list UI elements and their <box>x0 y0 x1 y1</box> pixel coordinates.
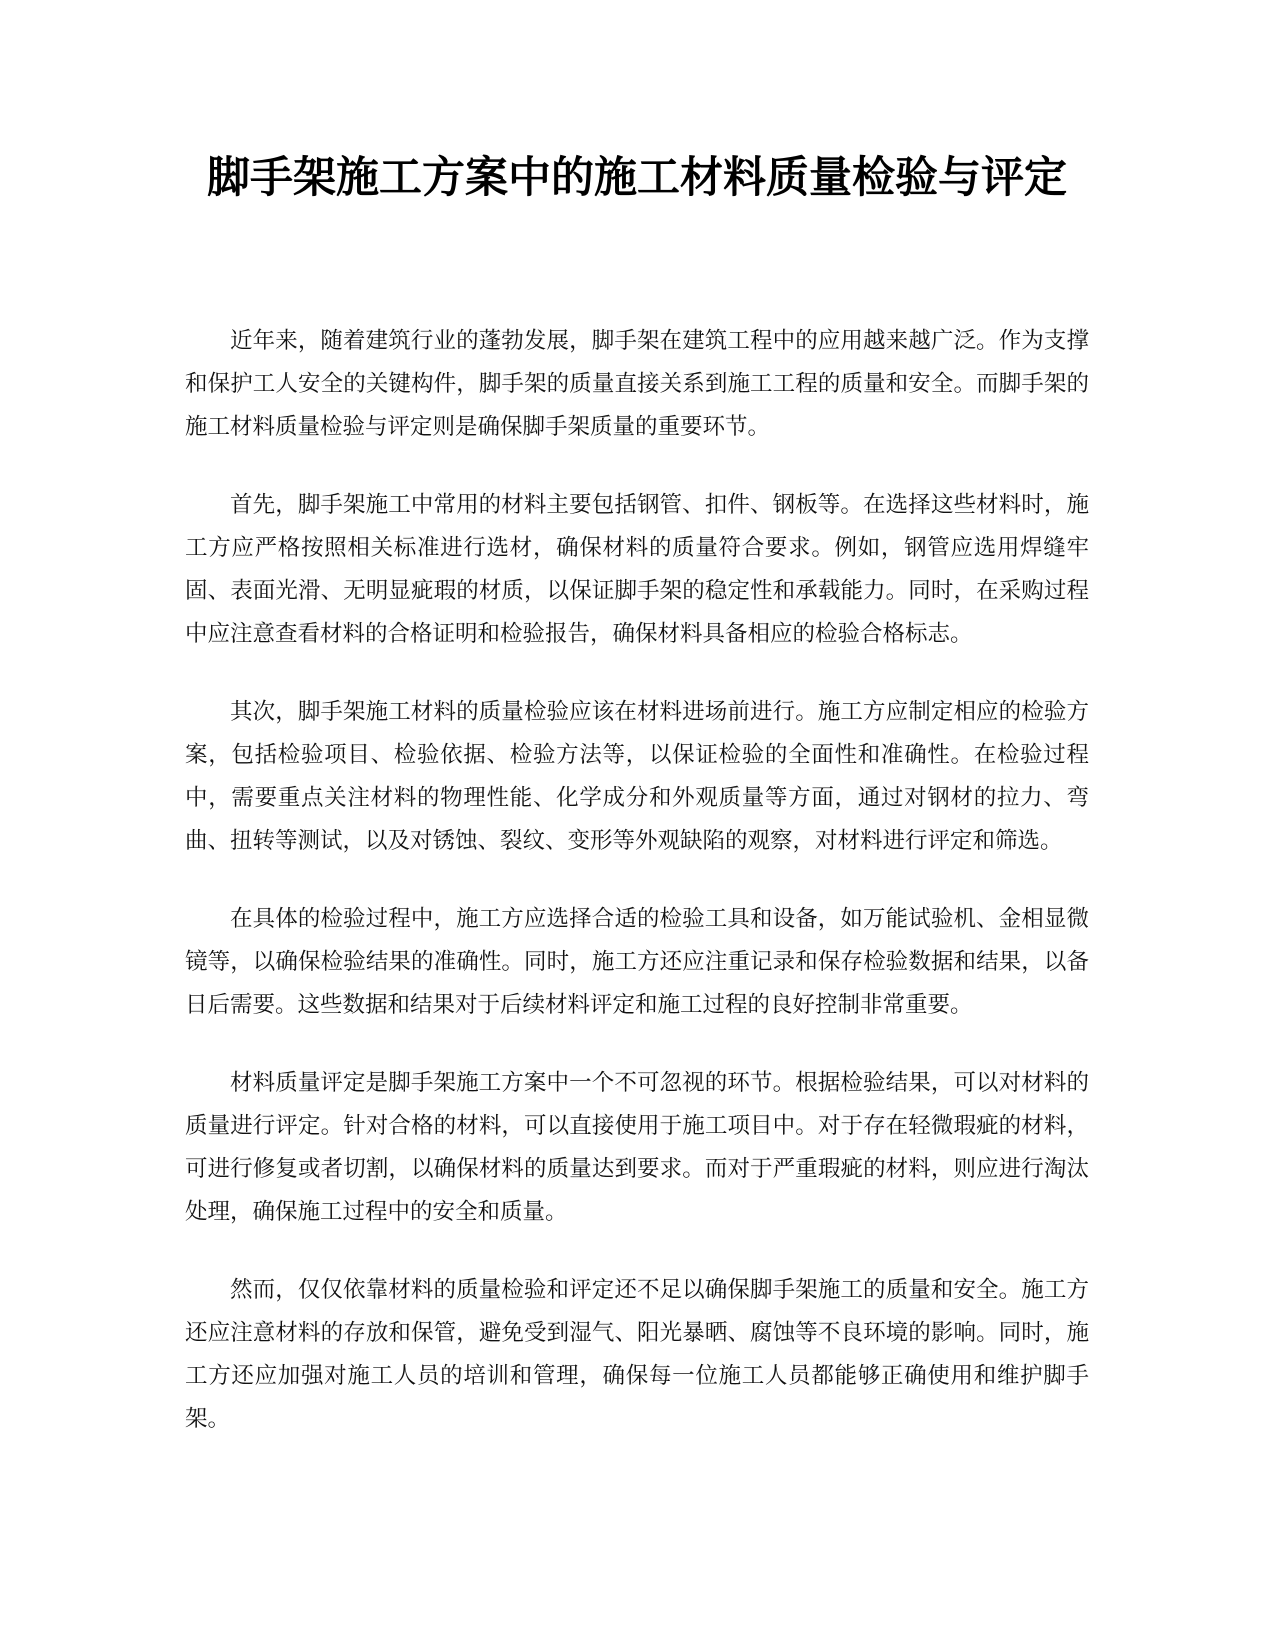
paragraph-inspection-timing: 其次，脚手架施工材料的质量检验应该在材料进场前进行。施工方应制定相应的检验方案，包括检验项目、检验依据、检验方法等，以保证检验的全面性和准确性。在检验过程中，需要重点关注材料的物理性能、化学成分和外观质量等方面，通过对钢材的拉力、弯曲、扭转等测试，以及对锈蚀、裂纹、变形等外观缺陷的观察，对材料进行评定和筛选。 <box>185 699 1089 854</box>
paragraph-material-selection: 首先，脚手架施工中常用的材料主要包括钢管、扣件、钢板等。在选择这些材料时，施工方应严格按照相关标准进行选材，确保材料的质量符合要求。例如，钢管应选用焊缝牢固、表面光滑、无明显疵瑕的材质，以保证脚手架的稳定性和承载能力。同时，在采购过程中应注意查看材料的合格证明和检验报告，确保材料具备相应的检验合格标志。 <box>185 492 1089 647</box>
paragraph-storage-training: 然而，仅仅依靠材料的质量检验和评定还不足以确保脚手架施工的质量和安全。施工方还应注意材料的存放和保管，避免受到湿气、阳光暴晒、腐蚀等不良环境的影响。同时，施工方还应加强对施工人员的培训和管理，确保每一位施工人员都能够正确使用和维护脚手架。 <box>185 1277 1089 1432</box>
paragraph-inspection-tools: 在具体的检验过程中，施工方应选择合适的检验工具和设备，如万能试验机、金相显微镜等，以确保检验结果的准确性。同时，施工方还应注重记录和保存检验数据和结果，以备日后需要。这些数据和结果对于后续材料评定和施工过程的良好控制非常重要。 <box>185 906 1089 1018</box>
paragraph-quality-evaluation: 材料质量评定是脚手架施工方案中一个不可忽视的环节。根据检验结果，可以对材料的质量进行评定。针对合格的材料，可以直接使用于施工项目中。对于存在轻微瑕疵的材料，可进行修复或者切割，以确保材料的质量达到要求。而对于严重瑕疵的材料，则应进行淘汰处理，确保施工过程中的安全和质量。 <box>185 1070 1089 1225</box>
document-body <box>185 320 1089 1476</box>
document-title: 脚手架施工方案中的施工材料质量检验与评定 <box>207 153 1067 203</box>
paragraph-intro: 近年来，随着建筑行业的蓬勃发展，脚手架在建筑工程中的应用越来越广泛。作为支撑和保护工人安全的关键构件，脚手架的质量直接关系到施工工程的质量和安全。而脚手架的施工材料质量检验与评定则是确保脚手架质量的重要环节。 <box>185 328 1089 440</box>
